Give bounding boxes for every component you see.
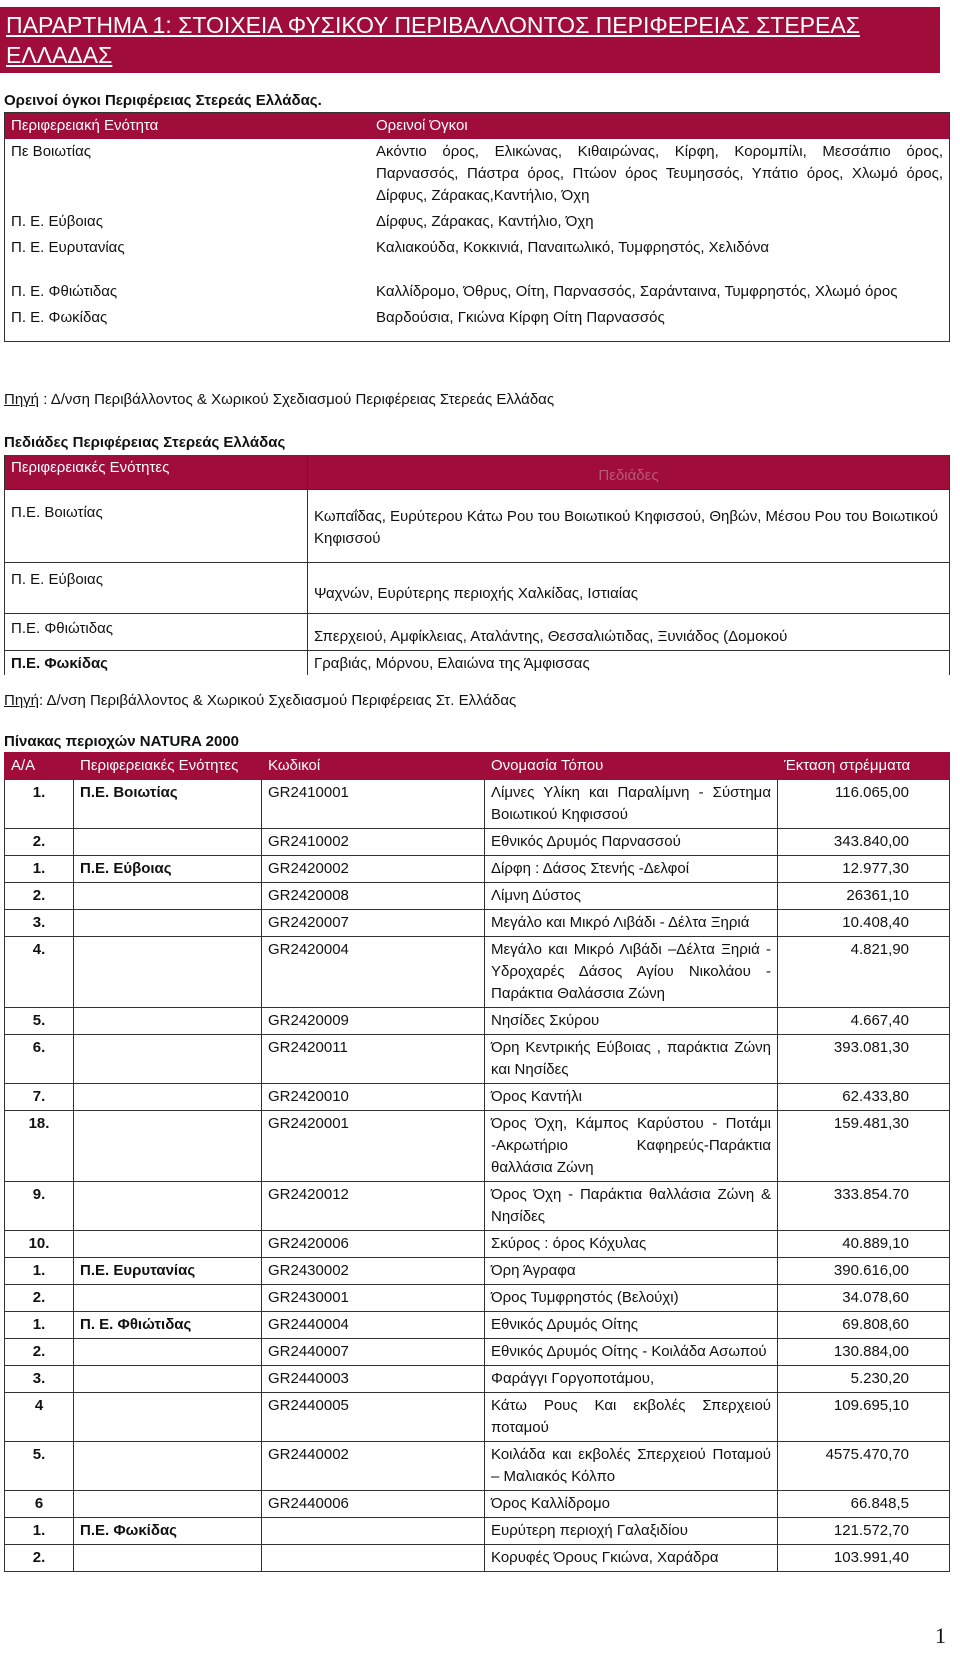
- table-row: [5, 614, 950, 651]
- table-cell: GR2440003: [262, 1366, 485, 1393]
- natura-table-body: [5, 780, 950, 1572]
- table-cell: 12.977,30: [778, 856, 950, 883]
- table-cell: Όρος Όχη, Κάμπος Καρύστου - Ποτάμι -Ακρωτήριο Καφηρεύς-Παράκτια θαλλάσια Ζώνη: [485, 1111, 778, 1182]
- table-cell: Φαράγγι Γοργοποτάμου,: [485, 1366, 778, 1393]
- column-header: Πεδιάδες: [308, 455, 950, 490]
- table-cell: 62.433,80: [778, 1084, 950, 1111]
- column-header: Περιφερειακή Ενότητα: [5, 113, 371, 140]
- table-cell: [74, 1008, 262, 1035]
- table-cell: [74, 1491, 262, 1518]
- table-cell: 4: [5, 1393, 74, 1442]
- table-cell: Καλλίδρομο, Όθρυς, Οίτη, Παρνασσός, Σαράνταινα, Τυμφρηστός, Χλωμό όρος: [376, 283, 898, 300]
- table-cell: Π.Ε. Βοιωτίας: [5, 490, 308, 563]
- table-cell: 2.: [5, 1285, 74, 1312]
- column-header: Ονομασία Τόπου: [485, 753, 778, 780]
- table-row: [5, 305, 950, 342]
- mountains-source: Πηγή : Δ/νση Περιβάλλοντος & Χωρικού Σχεδιασμού Περιφέρειας Στερεάς Ελλάδας: [4, 391, 555, 408]
- table-cell: GR2410001: [262, 780, 485, 829]
- table-row: [5, 1545, 950, 1572]
- natura-heading: Πίνακας περιοχών NATURA 2000: [4, 733, 239, 750]
- mountains-heading: Ορεινοί όγκοι Περιφέρειας Στερεάς Ελλάδας.: [4, 92, 322, 109]
- table-cell: Λίμνες Υλίκη και Παραλίμνη - Σύστημα Βοιωτικού Κηφισσού: [485, 780, 778, 829]
- table-cell: 69.808,60: [778, 1312, 950, 1339]
- table-cell: 6: [5, 1491, 74, 1518]
- table-cell: Όρη Κεντρικής Εύβοιας , παράκτια Ζώνη και Νησίδες: [485, 1035, 778, 1084]
- table-cell: Όρη Άγραφα: [485, 1258, 778, 1285]
- table-cell: 10.: [5, 1231, 74, 1258]
- table-cell: [74, 1111, 262, 1182]
- table-cell: [262, 1545, 485, 1572]
- table-cell: Κορυφές Όρους Γκιώνα, Χαράδρα: [485, 1545, 778, 1572]
- table-cell: GR2420012: [262, 1182, 485, 1231]
- table-cell: 4.: [5, 937, 74, 1008]
- table-cell: [74, 829, 262, 856]
- table-cell: Σπερχειού, Αμφίκλειας, Αταλάντης, Θεσσαλιώτιδας, Ξυνιάδος (Δομοκού: [308, 614, 950, 651]
- table-cell: [74, 910, 262, 937]
- column-header: Περιφερειακές Ενότητες: [74, 753, 262, 780]
- table-cell: GR2420007: [262, 910, 485, 937]
- table-cell: Δίρφυς, Ζάρακας, Καντήλιο, Όχη: [376, 213, 594, 230]
- table-cell: 26361,10: [778, 883, 950, 910]
- plains-source: Πηγή: Δ/νση Περιβάλλοντος & Χωρικού Σχεδιασμού Περιφέρειας Στ. Ελλάδας: [4, 692, 517, 709]
- table-cell: 121.572,70: [778, 1518, 950, 1545]
- table-cell: [262, 1518, 485, 1545]
- table-cell: 4575.470,70: [778, 1442, 950, 1491]
- table-cell: Π. Ε. Φθιώτιδας: [74, 1312, 262, 1339]
- table-cell: 34.078,60: [778, 1285, 950, 1312]
- table-cell: Ακόντιο όρος, Ελικώνας, Κιθαιρώνας, Κίρφη, Κορομπίλι, Μεσσάπιο όρος, Παρνασσός, Πάστρα όρος, Πτώον όρος Τευμησσός, Υπάτιο όρος, Χλωμό όρος, Δίρφυς, Ζάρακας,Καντήλιο, Όχη: [376, 143, 943, 204]
- table-cell: Καλιακούδα, Κοκκινιά, Παναιτωλικό, Τυμφρηστός, Χελιδόνα: [376, 239, 770, 256]
- table-cell: 2.: [5, 1339, 74, 1366]
- table-row: [5, 1084, 950, 1111]
- natura-table: [4, 752, 950, 1572]
- table-cell: Εθνικός Δρυμός Οίτης: [485, 1312, 778, 1339]
- table-cell: Μεγάλο και Μικρό Λιβάδι - Δέλτα Ξηριά: [485, 910, 778, 937]
- table-cell: 103.991,40: [778, 1545, 950, 1572]
- table-cell: GR2420011: [262, 1035, 485, 1084]
- table-cell: Ψαχνών, Ευρύτερης περιοχής Χαλκίδας, Ιστιαίας: [308, 563, 950, 614]
- table-cell: Π.Ε. Ευρυτανίας: [74, 1258, 262, 1285]
- table-row: [5, 139, 950, 209]
- table-cell: 393.081,30: [778, 1035, 950, 1084]
- table-row: [5, 937, 950, 1008]
- table-cell: 109.695,10: [778, 1393, 950, 1442]
- table-row: [5, 1182, 950, 1231]
- table-cell: 10.408,40: [778, 910, 950, 937]
- table-cell: Π. Ε. Ευρυτανίας: [11, 239, 125, 256]
- table-cell: 333.854.70: [778, 1182, 950, 1231]
- table-cell: 159.481,30: [778, 1111, 950, 1182]
- table-cell: 5.: [5, 1008, 74, 1035]
- table-cell: 2.: [5, 829, 74, 856]
- table-cell: Πε Βοιωτίας: [11, 143, 92, 160]
- table-cell: [74, 1084, 262, 1111]
- mountains-table: [4, 112, 950, 342]
- table-row: [5, 563, 950, 614]
- table-cell: [74, 883, 262, 910]
- table-cell: 116.065,00: [778, 780, 950, 829]
- table-cell: 343.840,00: [778, 829, 950, 856]
- table-cell: 1.: [5, 856, 74, 883]
- table-cell: 4.667,40: [778, 1008, 950, 1035]
- table-row: [5, 910, 950, 937]
- table-cell: 2.: [5, 883, 74, 910]
- table-cell: 5.230,20: [778, 1366, 950, 1393]
- table-cell: Όρος Καντήλι: [485, 1084, 778, 1111]
- table-header-row: [5, 455, 950, 490]
- table-cell: 4.821,90: [778, 937, 950, 1008]
- table-cell: 7.: [5, 1084, 74, 1111]
- table-cell: Κάτω Ρους Και εκβολές Σπερχειού ποταμού: [485, 1393, 778, 1442]
- table-row: [5, 1312, 950, 1339]
- table-row: [5, 829, 950, 856]
- table-row: [5, 1035, 950, 1084]
- table-row: [5, 651, 950, 676]
- table-cell: 1.: [5, 1258, 74, 1285]
- page-number: 1: [935, 1623, 946, 1648]
- column-header: Έκταση στρέμματα: [778, 753, 950, 780]
- table-cell: Λίμνη Δύστος: [485, 883, 778, 910]
- table-cell: 3.: [5, 910, 74, 937]
- table-cell: 3.: [5, 1366, 74, 1393]
- column-header: Κωδικοί: [262, 753, 485, 780]
- table-header-row: [5, 113, 950, 140]
- table-cell: Π. Ε. Φωκίδας: [11, 309, 108, 326]
- table-cell: GR2420002: [262, 856, 485, 883]
- column-header: Α/Α: [5, 753, 74, 780]
- table-cell: 5.: [5, 1442, 74, 1491]
- table-cell: Γραβιάς, Μόρνου, Ελαιώνα της Άμφισσας: [308, 651, 950, 676]
- page-title: ΠΑΡΑΡΤΗΜΑ 1: ΣΤΟΙΧΕΙΑ ΦΥΣΙΚΟΥ ΠΕΡΙΒΑΛΛΟΝΤΟΣ ΠΕΡΙΦΕΡΕΙΑΣ ΣΤΕΡΕΑΣ ΕΛΛΑΔΑΣ: [0, 7, 940, 73]
- table-cell: 6.: [5, 1035, 74, 1084]
- table-row: [5, 490, 950, 563]
- table-row: [5, 780, 950, 829]
- table-cell: [74, 1285, 262, 1312]
- column-header: Ορεινοί Όγκοι: [370, 113, 950, 140]
- table-row: [5, 279, 950, 305]
- table-row: [5, 1491, 950, 1518]
- table-cell: Σκύρος : όρος Κόχυλας: [485, 1231, 778, 1258]
- table-cell: Κοιλάδα και εκβολές Σπερχειού Ποταμού – Μαλιακός Κόλπο: [485, 1442, 778, 1491]
- table-cell: Μεγάλο και Μικρό Λιβάδι –Δέλτα Ξηριά - Υδροχαρές Δάσος Αγίου Νικολάου - Παράκτια Θαλάσσια Ζώνη: [485, 937, 778, 1008]
- table-cell: Ευρύτερη περιοχή Γαλαξιδίου: [485, 1518, 778, 1545]
- plains-table: [4, 455, 950, 675]
- table-cell: Εθνικός Δρυμός Οίτης - Κοιλάδα Ασωπού: [485, 1339, 778, 1366]
- table-cell: Π.Ε. Φωκίδας: [74, 1518, 262, 1545]
- table-cell: Εθνικός Δρυμός Παρνασσού: [485, 829, 778, 856]
- table-row: [5, 1366, 950, 1393]
- table-cell: GR2440004: [262, 1312, 485, 1339]
- table-row: [5, 1111, 950, 1182]
- table-cell: Π.Ε. Εύβοιας: [74, 856, 262, 883]
- table-cell: Δίρφη : Δάσος Στενής -Δελφοί: [485, 856, 778, 883]
- table-cell: [74, 1442, 262, 1491]
- table-row: [5, 1339, 950, 1366]
- column-header: Περιφερειακές Ενότητες: [5, 455, 308, 490]
- table-row: [5, 1393, 950, 1442]
- table-header-row: [5, 753, 950, 780]
- table-row: [5, 1285, 950, 1312]
- table-cell: Π.Ε. Φθιώτιδας: [5, 614, 308, 651]
- table-cell: 40.889,10: [778, 1231, 950, 1258]
- table-row: [5, 1008, 950, 1035]
- table-cell: GR2420009: [262, 1008, 485, 1035]
- table-cell: GR2440006: [262, 1491, 485, 1518]
- table-cell: 130.884,00: [778, 1339, 950, 1366]
- table-row: [5, 209, 950, 235]
- table-row: [5, 235, 950, 279]
- table-cell: [74, 1231, 262, 1258]
- table-cell: 1.: [5, 1312, 74, 1339]
- table-cell: Όρος Όχη - Παράκτια θαλλάσια Ζώνη & Νησίδες: [485, 1182, 778, 1231]
- table-row: [5, 1231, 950, 1258]
- table-cell: Π. Ε. Φθιώτιδας: [11, 283, 118, 300]
- table-cell: [74, 1182, 262, 1231]
- table-cell: GR2420004: [262, 937, 485, 1008]
- table-cell: Βαρδούσια, Γκιώνα Κίρφη Οίτη Παρνασσός: [376, 309, 665, 326]
- table-row: [5, 883, 950, 910]
- table-cell: GR2420010: [262, 1084, 485, 1111]
- table-row: [5, 1258, 950, 1285]
- table-cell: GR2420008: [262, 883, 485, 910]
- table-cell: 66.848,5: [778, 1491, 950, 1518]
- table-cell: Π.Ε. Φωκίδας: [5, 651, 308, 676]
- table-cell: 390.616,00: [778, 1258, 950, 1285]
- table-cell: GR2430002: [262, 1258, 485, 1285]
- table-row: [5, 1442, 950, 1491]
- plains-heading: Πεδιάδες Περιφέρειας Στερεάς Ελλάδας: [4, 434, 286, 451]
- table-cell: Π. Ε. Εύβοιας: [5, 563, 308, 614]
- table-cell: 18.: [5, 1111, 74, 1182]
- table-cell: 1.: [5, 780, 74, 829]
- table-cell: Π.Ε. Βοιωτίας: [74, 780, 262, 829]
- table-cell: GR2440005: [262, 1393, 485, 1442]
- table-row: [5, 1518, 950, 1545]
- table-cell: 9.: [5, 1182, 74, 1231]
- table-cell: [74, 1366, 262, 1393]
- table-row: [5, 856, 950, 883]
- table-cell: GR2440002: [262, 1442, 485, 1491]
- table-cell: Κωπαΐδας, Ευρύτερου Κάτω Ρου του Βοιωτικού Κηφισσού, Θηβών, Μέσου Ρου του Βοιωτικού Κηφισσού: [308, 490, 950, 563]
- table-cell: Όρος Καλλίδρομο: [485, 1491, 778, 1518]
- table-cell: GR2430001: [262, 1285, 485, 1312]
- table-cell: GR2440007: [262, 1339, 485, 1366]
- table-cell: GR2420001: [262, 1111, 485, 1182]
- table-cell: GR2410002: [262, 829, 485, 856]
- table-cell: Π. Ε. Εύβοιας: [11, 213, 103, 230]
- table-cell: [74, 1393, 262, 1442]
- table-cell: [74, 1545, 262, 1572]
- table-cell: 2.: [5, 1545, 74, 1572]
- table-cell: Όρος Τυμφρηστός (Βελούχι): [485, 1285, 778, 1312]
- table-cell: [74, 1035, 262, 1084]
- table-cell: Νησίδες Σκύρου: [485, 1008, 778, 1035]
- table-cell: [74, 937, 262, 1008]
- table-cell: 1.: [5, 1518, 74, 1545]
- table-cell: [74, 1339, 262, 1366]
- table-cell: GR2420006: [262, 1231, 485, 1258]
